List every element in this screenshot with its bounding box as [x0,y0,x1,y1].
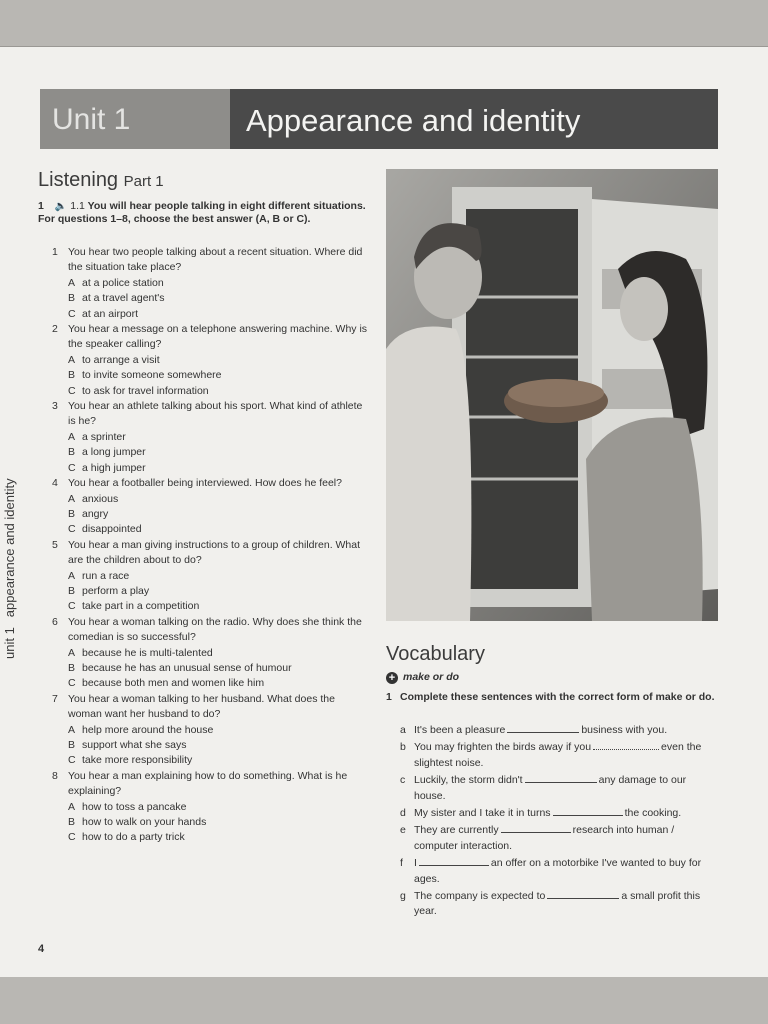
question-text: You hear a message on a telephone answering machine. Why is the speaker calling? [68,323,368,351]
question-item: 4 You hear a footballer being interviewed. How does he feel? A anxious B angry C disappointed [52,476,370,538]
answer-blank[interactable] [419,856,489,866]
option: C to ask for travel information [68,384,209,397]
option: A anxious [68,492,119,505]
option: C take more responsibility [68,754,193,767]
option: A because he is multi-talented [68,646,213,659]
answer-blank[interactable] [525,773,597,783]
question-item: 3 You hear an athlete talking about his sport. What kind of athlete is he? A a sprinter B a long jumper C a high jumper [52,399,370,476]
answer-blank[interactable] [501,823,571,833]
option: C how to do a party trick [68,831,185,844]
question-text: You hear a woman talking to her husband. What does the woman want her husband to do? [68,692,335,721]
photo-couple-fridge [386,169,718,621]
listening-instructions [38,200,368,226]
sentence-item: c Luckily, the storm didn't any damage to our house. [400,774,687,802]
question-item: 5 You hear a man giving instructions to a group of children. What are the children about to do? A run a race B perform a play C take part in a competition [52,538,370,615]
question-list [52,245,370,846]
sentence-list [400,723,718,922]
option: A a sprinter [68,430,126,443]
question-item: 2 You hear a message on a telephone answering machine. Why is the speaker calling? A to arrange a visit B to invite someone somewhere C to ask for travel information [52,322,370,399]
sentence-item: b You may frighten the birds away if you even the slightest noise. [400,741,702,769]
page [0,46,768,977]
option: A run a race [68,569,130,582]
unit-label: Unit 1 [52,103,131,136]
question-item: 7 You hear a woman talking to her husband. What does the woman want her husband to do? A help more around the house B support what she says C take more responsibility [52,692,370,769]
sentence-item: g The company is expected to a small profit this year. [400,890,701,918]
question-text: You hear a man explaining how to do something. What is he explaining? [68,769,348,798]
question-item: 6 You hear a woman talking on the radio. Why does she think the comedian is so successful? A because he is multi-talented B because he has an unusual sense of humour C because both men and women like him [52,615,370,692]
sentence-item: f I an offer on a motorbike I've wanted to buy for ages. [400,857,702,885]
sentence-item: d My sister and I take it in turns the cooking. [400,807,682,820]
answer-blank[interactable] [507,723,579,733]
vocab-task-number: 1 [386,691,392,703]
photo-illustration [386,169,718,621]
vocabulary-title: Vocabulary [386,643,485,665]
option: B a long jumper [68,446,146,459]
option: A to arrange a visit [68,353,160,366]
option: B at a travel agent's [68,292,165,305]
answer-blank[interactable] [547,889,619,899]
question-item: 8 You hear a man explaining how to do something. What is he explaining? A how to toss a pancake B how to walk on your hands C how to do a party trick [52,769,370,846]
question-text: You hear an athlete talking about his sport. What kind of athlete is he? [68,400,363,428]
option: A at a police station [68,276,164,289]
answer-blank[interactable] [593,740,659,750]
option: A help more around the house [68,723,214,736]
audio-track: 1.1 [70,200,85,212]
speaker-icon: 🔈 [54,201,68,212]
option: B angry [68,507,109,520]
listening-part: Part 1 [123,173,164,190]
answer-blank[interactable] [553,806,623,816]
listening-title: Listening Part 1 [38,169,164,191]
instructions-text: You will hear people talking in eight different situations. For questions 1–8, choose the best answer (A, B or C). [38,200,366,225]
vocabulary-subtitle: + make or do [386,671,459,684]
option: C take part in a competition [68,600,200,613]
side-label-topic: appearance and identity [2,478,17,618]
option: B perform a play [68,584,150,597]
option: C at an airport [68,307,139,320]
sentence-item: a It's been a pleasure business with you. [400,724,668,736]
question-text: You hear a footballer being interviewed. How does he feel? [68,477,342,490]
option: B how to walk on your hands [68,816,207,829]
option: C because both men and women like him [68,677,265,690]
side-label-unit: unit 1 [2,627,17,659]
option: B support what she says [68,739,187,751]
page-number: 4 [38,943,45,955]
unit-title: Appearance and identity [246,103,581,138]
task-number: 1 [38,200,44,212]
option: A how to toss a pancake [68,800,187,813]
sentence-item: e They are currently research into human / computer interaction. [400,824,675,852]
option: C disappointed [68,523,142,536]
plus-circle-icon: + [386,672,398,684]
option: C a high jumper [68,461,146,474]
question-text: You hear two people talking about a recent situation. Where did the situation take place? [68,246,363,274]
question-text: You hear a man giving instructions to a group of children. What are the children about to do? [68,538,361,567]
question-text: You hear a woman talking on the radio. Why does she think the comedian is so successful? [68,615,362,644]
option: B to invite someone somewhere [68,369,222,382]
side-label [2,478,17,659]
option: B because he has an unusual sense of humour [68,661,292,674]
vocabulary-instructions: 1 Complete these sentences with the correct form of make or do. [386,691,715,703]
question-item: 1 You hear two people talking about a recent situation. Where did the situation take place? A at a police station B at a travel agent's C at an airport [52,245,370,322]
